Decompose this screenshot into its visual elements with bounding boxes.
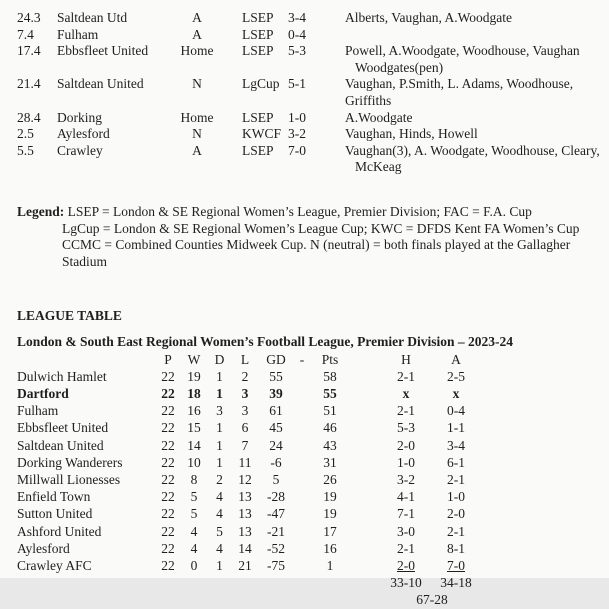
goal-diff: -21 bbox=[267, 523, 285, 539]
spacer bbox=[294, 523, 310, 540]
away-result: 1-0 bbox=[447, 489, 465, 505]
match-date: 24.3 bbox=[17, 10, 41, 25]
home-result: 2-1 bbox=[397, 540, 415, 556]
spacer bbox=[294, 402, 310, 419]
home-result: 2-0 bbox=[397, 437, 415, 453]
points: 26 bbox=[323, 471, 337, 487]
col-header-goal-diff: GD bbox=[266, 351, 286, 367]
col-header-wins: W bbox=[187, 351, 201, 367]
spacer bbox=[350, 437, 382, 454]
points: 55 bbox=[323, 385, 337, 401]
away-result: 2-5 bbox=[447, 368, 465, 384]
result-row bbox=[17, 110, 603, 127]
away-result: 0-4 bbox=[447, 403, 465, 419]
goal-diff: -52 bbox=[267, 540, 285, 556]
spacer bbox=[350, 471, 382, 488]
team-name: Crawley AFC bbox=[17, 557, 92, 573]
points: 19 bbox=[323, 506, 337, 522]
scorers-line2: McKeag bbox=[355, 159, 402, 175]
opponent: Fulham bbox=[57, 26, 99, 42]
col-header-away: A bbox=[451, 351, 461, 367]
played: 22 bbox=[161, 540, 175, 556]
away-total: 34-18 bbox=[440, 575, 472, 591]
home-result: x bbox=[402, 385, 410, 401]
league-row bbox=[17, 454, 603, 471]
match-date: 7.4 bbox=[17, 26, 34, 42]
scorers bbox=[345, 43, 603, 76]
scorers-line1: Vaughan(3), A. Woodgate, Woodhouse, Cleary, bbox=[345, 142, 600, 158]
points: 31 bbox=[323, 454, 337, 470]
team-name: Dulwich Hamlet bbox=[17, 368, 107, 384]
spacer bbox=[294, 471, 310, 488]
draws: 1 bbox=[216, 557, 223, 573]
spacer bbox=[294, 505, 310, 522]
draws: 1 bbox=[216, 368, 223, 384]
score: 0-4 bbox=[288, 26, 306, 42]
score: 1-0 bbox=[288, 109, 306, 125]
wins: 8 bbox=[190, 471, 198, 487]
opponent: Saltdean Utd bbox=[57, 10, 128, 25]
points: 58 bbox=[323, 368, 337, 384]
spacer bbox=[350, 540, 382, 557]
competition: LSEP bbox=[242, 142, 274, 158]
opponent: Crawley bbox=[57, 142, 103, 158]
played: 22 bbox=[161, 523, 175, 539]
league-header-row bbox=[17, 351, 603, 368]
played: 22 bbox=[161, 368, 175, 384]
goal-diff: -6 bbox=[270, 454, 282, 470]
score: 5-1 bbox=[288, 76, 306, 92]
team-name: Ashford United bbox=[17, 523, 102, 539]
totals-row bbox=[17, 574, 603, 591]
scorers: A.Woodgate bbox=[345, 109, 413, 125]
league-row bbox=[17, 540, 603, 557]
spacer bbox=[350, 557, 382, 574]
venue: Home bbox=[180, 109, 214, 125]
result-row bbox=[17, 27, 603, 44]
spacer bbox=[294, 419, 310, 436]
competition: LSEP bbox=[242, 43, 274, 59]
spacer bbox=[350, 419, 382, 436]
spacer bbox=[17, 351, 155, 368]
competition: LSEP bbox=[242, 10, 274, 25]
team-name: Saltdean United bbox=[17, 437, 104, 453]
draws: 1 bbox=[216, 437, 223, 453]
result-row bbox=[17, 76, 603, 109]
home-result: 4-1 bbox=[397, 489, 415, 505]
wins: 5 bbox=[190, 489, 198, 505]
competition: KWCF bbox=[242, 126, 282, 142]
venue: A bbox=[192, 26, 202, 42]
draws: 4 bbox=[216, 540, 223, 556]
venue: N bbox=[192, 76, 202, 92]
wins: 10 bbox=[187, 454, 201, 470]
venue: A bbox=[192, 10, 202, 25]
played: 22 bbox=[161, 557, 175, 573]
opponent: Ebbsfleet United bbox=[57, 43, 149, 59]
legend-line-3: CCMC = Combined Counties Midweek Cup. N (neutral) = both finals played at the Gallagher Stadium bbox=[62, 237, 571, 269]
league-row bbox=[17, 437, 603, 454]
section-title: LEAGUE TABLE bbox=[17, 308, 122, 324]
result-row bbox=[17, 143, 603, 176]
match-date: 5.5 bbox=[17, 142, 34, 158]
league-row bbox=[17, 505, 603, 522]
spacer bbox=[350, 505, 382, 522]
league-title: London & South East Regional Women’s Football League, Premier Division – 2023-24 bbox=[17, 333, 514, 349]
losses: 13 bbox=[238, 506, 252, 522]
losses: 2 bbox=[241, 368, 249, 384]
points: 46 bbox=[323, 420, 337, 436]
losses: 13 bbox=[238, 489, 252, 505]
league-row bbox=[17, 368, 603, 385]
team-name: Enfield Town bbox=[17, 489, 91, 505]
scorers: Vaughan, P.Smith, L. Adams, Woodhouse, Griffiths bbox=[345, 76, 574, 108]
scorers-line2: Woodgates(pen) bbox=[355, 59, 444, 75]
wins: 18 bbox=[187, 385, 201, 401]
spacer bbox=[294, 385, 310, 402]
score: 5-3 bbox=[288, 43, 306, 59]
col-header-points: Pts bbox=[321, 351, 339, 367]
goal-diff: 55 bbox=[269, 368, 283, 384]
losses: 11 bbox=[238, 454, 252, 470]
losses: 12 bbox=[238, 471, 252, 487]
spacer bbox=[350, 454, 382, 471]
wins: 16 bbox=[187, 403, 201, 419]
goal-diff: 45 bbox=[269, 420, 283, 436]
away-result: 2-0 bbox=[447, 506, 465, 522]
league-row bbox=[17, 488, 603, 505]
league-row bbox=[17, 557, 603, 574]
goal-diff: 39 bbox=[269, 385, 283, 401]
match-date: 17.4 bbox=[17, 43, 41, 59]
home-result: 5-3 bbox=[397, 420, 415, 436]
legend-section bbox=[17, 204, 603, 270]
played: 22 bbox=[161, 454, 175, 470]
legend-line-1 bbox=[17, 204, 603, 221]
away-result: 6-1 bbox=[447, 454, 465, 470]
competition: LSEP bbox=[242, 109, 274, 125]
wins: 4 bbox=[190, 540, 198, 556]
league-table-section bbox=[17, 308, 603, 608]
away-result: x bbox=[452, 385, 460, 401]
spacer bbox=[294, 540, 310, 557]
spacer bbox=[350, 488, 382, 505]
spacer bbox=[294, 368, 310, 385]
scorers-line1: Powell, A.Woodgate, Woodhouse, Vaughan bbox=[345, 43, 580, 59]
played: 22 bbox=[161, 506, 175, 522]
played: 22 bbox=[161, 420, 175, 436]
home-result: 1-0 bbox=[397, 454, 415, 470]
match-date: 2.5 bbox=[17, 126, 34, 142]
draws: 2 bbox=[216, 471, 223, 487]
goal-diff: -47 bbox=[267, 506, 285, 522]
away-result: 1-1 bbox=[447, 420, 465, 436]
draws: 5 bbox=[216, 523, 223, 539]
league-row bbox=[17, 402, 603, 419]
goal-diff: 61 bbox=[269, 403, 283, 419]
draws: 4 bbox=[216, 489, 223, 505]
losses: 6 bbox=[241, 420, 249, 436]
away-result: 8-1 bbox=[447, 540, 465, 556]
league-row bbox=[17, 419, 603, 436]
away-result: 2-1 bbox=[447, 471, 465, 487]
wins: 14 bbox=[187, 437, 201, 453]
goal-diff: 5 bbox=[272, 471, 280, 487]
spacer bbox=[350, 402, 382, 419]
played: 22 bbox=[161, 385, 175, 401]
played: 22 bbox=[161, 403, 175, 419]
result-row bbox=[17, 43, 603, 76]
home-result: 3-0 bbox=[397, 523, 415, 539]
goal-diff: -28 bbox=[267, 489, 285, 505]
team-name: Dorking Wanderers bbox=[17, 454, 123, 470]
spacer bbox=[294, 454, 310, 471]
spacer bbox=[350, 523, 382, 540]
venue: Home bbox=[180, 43, 214, 59]
col-header-home: H bbox=[401, 351, 411, 367]
spacer bbox=[350, 368, 382, 385]
home-result: 3-2 bbox=[397, 471, 415, 487]
losses: 21 bbox=[238, 557, 252, 573]
match-date: 28.4 bbox=[17, 109, 41, 125]
col-header-draws: D bbox=[214, 351, 225, 367]
home-result: 2-1 bbox=[397, 403, 415, 419]
draws: 1 bbox=[216, 385, 223, 401]
spacer bbox=[294, 557, 310, 574]
draws: 3 bbox=[216, 403, 223, 419]
team-name: Millwall Lionesses bbox=[17, 471, 121, 487]
competition: LgCup bbox=[242, 76, 280, 92]
losses: 3 bbox=[241, 403, 249, 419]
points: 17 bbox=[323, 523, 337, 539]
home-result: 2-1 bbox=[397, 368, 415, 384]
opponent: Saltdean United bbox=[57, 76, 144, 92]
away-result: 2-1 bbox=[447, 523, 465, 539]
losses: 14 bbox=[238, 540, 252, 556]
played: 22 bbox=[161, 471, 175, 487]
wins: 5 bbox=[190, 506, 198, 522]
points: 43 bbox=[323, 437, 337, 453]
wins: 19 bbox=[187, 368, 201, 384]
draws: 4 bbox=[216, 506, 223, 522]
scorers bbox=[345, 27, 603, 44]
played: 22 bbox=[161, 489, 175, 505]
points: 16 bbox=[323, 540, 337, 556]
legend-text-1: LSEP = London & SE Regional Women’s League, Premier Division; FAC = F.A. Cup bbox=[67, 203, 532, 219]
spacer bbox=[350, 351, 382, 368]
league-row bbox=[17, 471, 603, 488]
team-name: Sutton United bbox=[17, 506, 93, 522]
result-row bbox=[17, 126, 603, 143]
scorers: Vaughan, Hinds, Howell bbox=[345, 126, 478, 142]
points: 19 bbox=[323, 489, 337, 505]
goal-diff: -75 bbox=[267, 557, 285, 573]
losses: 3 bbox=[241, 385, 249, 401]
result-row bbox=[17, 10, 603, 27]
points: 1 bbox=[326, 557, 334, 573]
scorers bbox=[345, 143, 603, 176]
wins: 0 bbox=[190, 557, 198, 573]
score: 3-4 bbox=[288, 10, 306, 25]
overall-total: 67-28 bbox=[416, 592, 448, 608]
spacer bbox=[350, 385, 382, 402]
draws: 1 bbox=[216, 420, 223, 436]
losses: 7 bbox=[241, 437, 249, 453]
match-date: 21.4 bbox=[17, 76, 41, 92]
wins: 15 bbox=[187, 420, 201, 436]
results-section bbox=[17, 10, 603, 176]
opponent: Aylesford bbox=[57, 126, 110, 142]
away-result: 7-0 bbox=[447, 557, 465, 573]
score: 7-0 bbox=[288, 142, 306, 158]
draws: 1 bbox=[216, 454, 223, 470]
goal-diff: 24 bbox=[269, 437, 283, 453]
home-result: 2-0 bbox=[397, 557, 415, 573]
wins: 4 bbox=[190, 523, 198, 539]
opponent: Dorking bbox=[57, 109, 102, 125]
legend-label: Legend: bbox=[17, 203, 65, 219]
legend-line-2: LgCup = London & SE Regional Women’s League Cup; KWC = DFDS Kent FA Women’s Cup bbox=[62, 220, 580, 236]
team-name: Dartford bbox=[17, 385, 69, 401]
league-row-highlighted bbox=[17, 385, 603, 402]
team-name: Aylesford bbox=[17, 540, 70, 556]
overall-total-row bbox=[17, 591, 603, 608]
league-row bbox=[17, 523, 603, 540]
venue: N bbox=[192, 126, 202, 142]
home-result: 7-1 bbox=[397, 506, 415, 522]
away-result: 3-4 bbox=[447, 437, 465, 453]
competition: LSEP bbox=[242, 26, 274, 42]
venue: A bbox=[192, 142, 202, 158]
col-header-played: P bbox=[164, 351, 172, 367]
losses: 13 bbox=[238, 523, 252, 539]
team-name: Fulham bbox=[17, 403, 59, 419]
played: 22 bbox=[161, 437, 175, 453]
spacer bbox=[294, 437, 310, 454]
spacer bbox=[294, 488, 310, 505]
col-header-losses: L bbox=[240, 351, 250, 367]
points: 51 bbox=[323, 403, 337, 419]
col-header-dash: - bbox=[299, 351, 305, 367]
home-total: 33-10 bbox=[390, 575, 422, 591]
score: 3-2 bbox=[288, 126, 306, 142]
team-name: Ebbsfleet United bbox=[17, 420, 109, 436]
scorers: Alberts, Vaughan, A.Woodgate bbox=[345, 10, 513, 25]
